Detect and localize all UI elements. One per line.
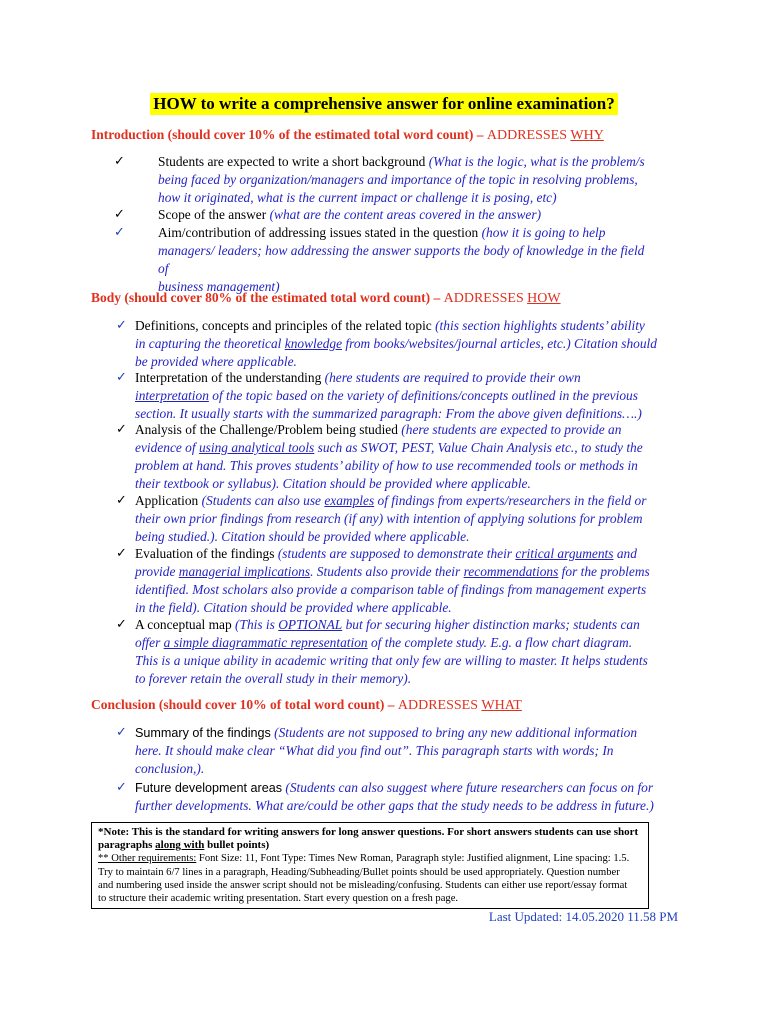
list-item (135, 724, 675, 778)
list-item (135, 369, 675, 423)
check-icon: ✓ (116, 317, 127, 332)
item-detail: offer (135, 635, 161, 650)
section-heading-text: Body (should cover 80% of the estimated total word count) – (91, 290, 441, 305)
item-main: Scope of the answer (158, 207, 267, 222)
item-detail: in capturing the theoretical (135, 336, 282, 351)
check-icon: ✓ (116, 616, 127, 631)
check-icon: ✓ (116, 492, 127, 507)
item-detail: (Students can also use (201, 493, 321, 508)
item-main: Summary of the findings (135, 726, 271, 740)
item-detail: being faced by organization/managers and importance of the topic in resolving problems, (158, 172, 638, 187)
list-item (158, 224, 658, 296)
section-keyword: WHY (570, 128, 604, 143)
item-detail: evidence of (135, 440, 196, 455)
item-detail-underlined: OPTIONAL (278, 617, 343, 632)
item-detail-underlined: critical arguments (515, 546, 614, 561)
note-line: *Note: This is the standard for writing answers for long answer questions. For short answers students can (98, 826, 593, 838)
item-detail: further developments. What are/could be other gaps that the study needs to be address in future.) (135, 798, 654, 813)
item-detail: of the topic based on the variety of definitions/concepts outlined in the previous (212, 388, 638, 403)
item-detail: in the field). Citation should be provided where applicable. (135, 600, 452, 615)
item-main: Future development areas (135, 781, 283, 795)
list-item (135, 545, 675, 617)
item-detail: managers/ leaders; how addressing the answer supports the body of knowledge in the field of (158, 243, 645, 276)
document-title: HOW to write a comprehensive answer for online examination? (150, 93, 618, 115)
last-updated: Last Updated: 14.05.2020 11.58 PM (488, 909, 678, 924)
item-detail: provide (135, 564, 176, 579)
check-icon: ✓ (116, 779, 127, 794)
check-icon: ✓ (114, 153, 125, 168)
item-main: Students are expected to write a short background (158, 154, 426, 169)
item-detail-underlined: managerial implications (178, 564, 311, 579)
item-detail-underlined: recommendations (463, 564, 559, 579)
item-detail: here. It should make clear “What did you find out”. This paragraph starts with words; In (135, 743, 614, 758)
check-icon: ✓ (116, 724, 127, 739)
note-line: bullet points) (207, 839, 270, 852)
list-item (135, 616, 675, 688)
note-line: Try to maintain 6/7 lines in a paragraph, Heading/Subheading/Bullet points should be used appropriately. Question number (98, 866, 620, 878)
check-icon: ✓ (114, 224, 125, 239)
section-keyword: HOW (527, 291, 561, 306)
item-detail: (This is (235, 617, 275, 632)
item-detail: (here students are expected to provide an (401, 422, 622, 437)
note-line: to structure their academic writing presentation. Start every question on a fresh page. (98, 893, 459, 905)
check-icon: ✓ (116, 369, 127, 384)
item-detail: (Students can also suggest where future researchers can focus on for (285, 780, 654, 795)
item-detail: of the complete study. E.g. a flow chart diagram. (370, 635, 633, 650)
item-detail: (Students are not supposed to bring any new additional information (274, 725, 638, 740)
item-detail: . Students also provide their (310, 564, 461, 579)
item-main: Analysis of the Challenge/Problem being studied (135, 422, 398, 437)
section-heading-conclusion (91, 696, 522, 715)
note-line: use short paragraphs (98, 826, 639, 852)
item-detail: (students are supposed to demonstrate their (277, 546, 513, 561)
item-detail: (What is the logic, what is the problem/s (428, 154, 645, 169)
section-heading-text: Introduction (should cover 10% of the estimated total word count) – (91, 127, 484, 142)
item-main: Aim/contribution of addressing issues stated in the question (158, 225, 479, 240)
item-detail: problem at hand. This proves students’ ability of how to use recommended tools or methods in (135, 458, 638, 473)
item-detail: from books/websites/journal articles, etc.) Citation should (345, 336, 657, 351)
item-detail: but for securing higher distinction marks; students can (345, 617, 640, 632)
list-item (158, 153, 658, 207)
item-detail: (here students are required to provide their own (324, 370, 581, 385)
other-requirements-label: ** Other requirements: (98, 853, 197, 865)
item-detail-underlined: examples (324, 493, 375, 508)
item-detail: (what are the content areas covered in the answer) (269, 207, 542, 222)
item-detail: and (616, 546, 637, 561)
item-detail: for the problems (561, 564, 650, 579)
list-item (135, 317, 675, 371)
item-main: A conceptual map (135, 617, 232, 632)
section-heading-introduction (91, 126, 604, 145)
item-detail-underlined: a simple diagrammatic representation (163, 635, 368, 650)
item-detail: (this section highlights students’ ability (435, 318, 645, 333)
item-detail: identified. Most scholars also provide a comparison table of findings from management experts (135, 582, 647, 597)
item-main: Evaluation of the findings (135, 546, 275, 561)
item-detail: (how it is going to help (481, 225, 606, 240)
section-heading-body (91, 289, 561, 308)
item-detail: conclusion,). (135, 761, 205, 776)
section-heading-text: Conclusion (should cover 10% of total word count) – (91, 697, 395, 712)
item-detail: being studied.). Citation should be provided where applicable. (135, 529, 470, 544)
title-wrap (0, 93, 768, 115)
item-detail-underlined: interpretation (135, 388, 209, 403)
item-main: Application (135, 493, 199, 508)
note-box (91, 822, 649, 909)
note-underlined: along with (155, 839, 205, 852)
item-detail-underlined: knowledge (284, 336, 343, 351)
list-item (158, 206, 658, 224)
item-detail: their textbook or syllabus). Citation should be provided where applicable. (135, 476, 531, 491)
item-detail: This is a unique ability in academic writing that only few are willing to master. It helps students (135, 653, 648, 668)
list-item (135, 421, 675, 493)
item-detail: how it originated, what is the current impact or challenge it is posing, etc) (158, 190, 557, 205)
item-detail: be provided where applicable. (135, 354, 297, 369)
note-line: Font Size: 11, Font Type: Times New Roman, Paragraph style: Justified alignment, Line spacing: 1.5. (198, 853, 630, 865)
check-icon: ✓ (116, 421, 127, 436)
item-detail: their own prior findings from research (if any) with intention of applying solutions for problem (135, 511, 643, 526)
item-main: Interpretation of the understanding (135, 370, 322, 385)
check-icon: ✓ (114, 206, 125, 221)
item-detail: of findings from experts/researchers in the field or (377, 493, 647, 508)
item-detail-underlined: using analytical tools (198, 440, 315, 455)
addresses-label: ADDRESSES (443, 291, 524, 306)
note-line: and numbering used inside the answer script should not be misleading/confusing. Students can either use report/essay format (98, 879, 628, 891)
list-item (135, 492, 675, 546)
section-keyword: WHAT (481, 698, 522, 713)
item-detail: business management) (158, 279, 280, 294)
list-item (135, 779, 675, 815)
item-detail: section. It usually starts with the summarized paragraph: From the above given definitions….) (135, 406, 642, 421)
addresses-label: ADDRESSES (397, 698, 479, 713)
addresses-label: ADDRESSES (486, 128, 568, 143)
item-detail: such as SWOT, PEST, Value Chain Analysis etc., to study the (317, 440, 643, 455)
check-icon: ✓ (116, 545, 127, 560)
item-detail: to forever retain the overall study in their memory). (135, 671, 412, 686)
item-main: Definitions, concepts and principles of the related topic (135, 318, 432, 333)
